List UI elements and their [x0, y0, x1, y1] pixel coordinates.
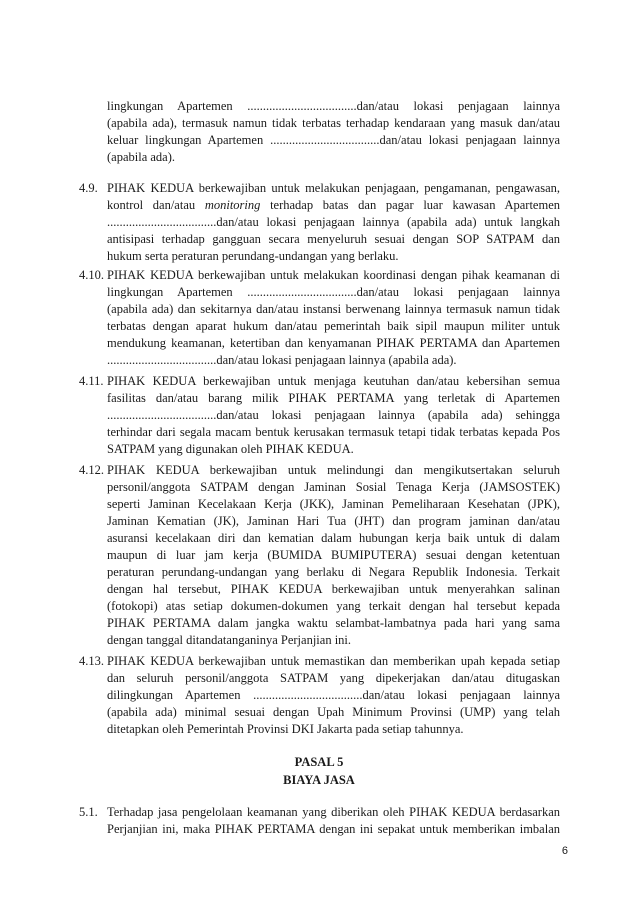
clause-4-13-line: dan seluruh personil/anggota SATPAM yang dipekerjakan dan/atau ditugaskan [107, 671, 560, 685]
clause-4-12-line: (fotokopi) atas setiap dokumen-dokumen yang terkait dengan hal tersebut kepada [107, 599, 560, 613]
clause-4-9-line: PIHAK KEDUA berkewajiban untuk melakukan penjagaan, pengamanan, pengawasan, [107, 181, 560, 195]
clause-4-10-line: lingkungan Apartemen ...................................dan/atau lokasi penjagaan lainnya [107, 285, 560, 299]
clause-4-12-line: dengan hal tersebut, PIHAK KEDUA berkewajiban untuk menyerahkan salinan [107, 582, 560, 596]
continuation-line: (apabila ada). [107, 150, 176, 164]
clause-4-12-line: PIHAK PERTAMA dalam jangka waktu selambat-lambatnya pada hari yang sama [107, 616, 560, 630]
clause-4-10-line: (apabila ada) dan sekitarnya dan/atau instansi berwenang lainnya termasuk namun tidak [107, 302, 560, 316]
clause-4-13-line: ditetapkan oleh Pemerintah Provinsi DKI Jakarta pada setiap tahunnya. [107, 722, 464, 736]
clause-4-12-line: maupun di luar jam kerja (BUMIDA BUMIPUTERA) sesuai dengan ketentuan [107, 548, 560, 562]
clause-4-13-line: PIHAK KEDUA berkewajiban untuk memastikan dan memberikan upah kepada setiap [107, 654, 560, 668]
clause-number-4-10: 4.10. [79, 268, 104, 282]
clause-4-11-line: PIHAK KEDUA berkewajiban untuk menjaga keutuhan dan/atau kebersihan semua [107, 374, 560, 388]
page-number: 6 [561, 845, 568, 857]
clause-4-10-line: ...................................dan/atau lokasi penjagaan lainnya (apabila ada). [107, 353, 457, 367]
clause-4-11-line: fasilitas dan/atau barang milik PIHAK PERTAMA yang terletak di Apartemen [107, 391, 560, 405]
clause-4-11-line: ...................................dan/atau lokasi penjagaan lainnya (apabila ada) sehingga [107, 408, 560, 422]
clause-4-11-line: terhindar dari segala macam bentuk kerusakan termasuk tetapi tidak terbatas kepada Pos [107, 425, 560, 439]
clause-4-11-line: SATPAM yang digunakan oleh PIHAK KEDUA. [107, 442, 354, 456]
monitoring-italic: monitoring [204, 198, 261, 212]
clause-4-12-line: Jaminan Kematian (JK), Jaminan Hari Tua (JHT) dan program jaminan dan/atau [107, 514, 560, 528]
clause-4-12-line: seperti Jaminan Kecelakaan Kerja (JKK), Jaminan Pemeliharaan Kesehatan (JPK), [107, 497, 560, 511]
clause-4-12-line: personil/anggota SATPAM dengan Jaminan Sosial Tenaga Kerja (JAMSOSTEK) [107, 480, 560, 494]
section-subtitle: BIAYA JASA [283, 773, 355, 787]
clause-4-9-line: antisipasi terhadap gangguan secara menyeluruh sesuai dengan SOP SATPAM dan [107, 232, 560, 246]
clause-4-10-line: PIHAK KEDUA berkewajiban untuk melakukan koordinasi dengan pihak keamanan di [107, 268, 560, 282]
clause-4-13-line: (apabila ada) minimal sesuai dengan Upah Minimum Provinsi (UMP) yang telah [107, 705, 560, 719]
clause-4-10-line: mendukung keamanan, ketertiban dan kenyamanan PIHAK PERTAMA dan Apartemen [107, 336, 560, 350]
continuation-line: lingkungan Apartemen ...................................dan/atau lokasi penjagaan lainnya [107, 99, 560, 113]
clause-4-12-line: dengan tanggal ditandatanganinya Perjanjian ini. [107, 633, 352, 647]
clause-4-10-line: terbatas dengan aparat hukum dan/atau pemerintah baik sipil maupun militer untuk [107, 319, 560, 333]
clause-number-5-1: 5.1. [79, 805, 98, 819]
clause-4-9-line: kontrol dan/atau monitoring terhadap batas dan pagar luar kawasan Apartemen [107, 198, 560, 212]
clause-number-4-12: 4.12. [79, 463, 104, 477]
clause-number-4-11: 4.11. [79, 374, 104, 388]
continuation-line: (apabila ada), termasuk namun tidak terbatas terhadap kendaraan yang masuk dan/atau [107, 116, 560, 130]
clause-5-1-line: Terhadap jasa pengelolaan keamanan yang diberikan oleh PIHAK KEDUA berdasarkan [107, 805, 560, 819]
clause-5-1-line: Perjanjian ini, maka PIHAK PERTAMA dengan ini sepakat untuk memberikan imbalan [107, 822, 560, 836]
clause-number-4-13: 4.13. [79, 654, 104, 668]
clause-4-9-line: hukum serta peraturan perundang-undangan yang berlaku. [107, 249, 399, 263]
clause-4-9-line: ...................................dan/atau lokasi penjagaan lainnya (apabila ada) untuk langkah [107, 215, 560, 229]
clause-4-13-line: dilingkungan Apartemen ...................................dan/atau lokasi penjagaan lainnya [107, 688, 560, 702]
clause-4-12-line: PIHAK KEDUA berkewajiban untuk melindungi dan mengikutsertakan seluruh [107, 463, 560, 477]
clause-number-4-9: 4.9. [79, 181, 98, 195]
clause-4-12-line: asuransi kecelakaan diri dan kematian dalam hubungan kerja baik untuk di dalam [107, 531, 560, 545]
clause-4-12-line: peraturan perundang-undangan yang berlaku di Negara Republik Indonesia. Terkait [107, 565, 560, 579]
continuation-line: keluar lingkungan Apartemen ...................................dan/atau lokasi penjagaan lainnya [107, 133, 560, 147]
section-title: PASAL 5 [294, 755, 344, 769]
